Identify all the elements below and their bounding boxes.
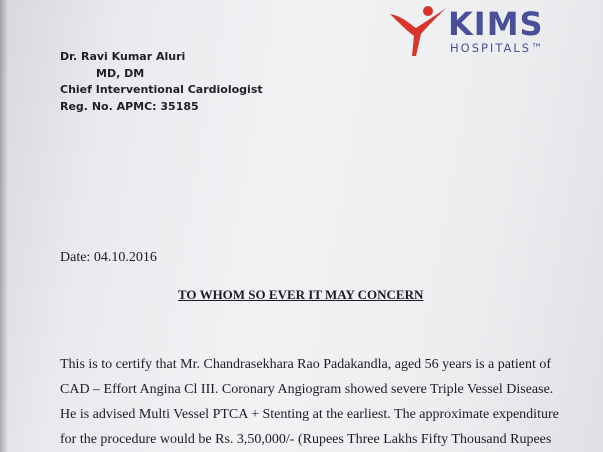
kims-logo bbox=[388, 2, 593, 62]
body-line: CAD – Effort Angina Cl III. Coronary Angiogram showed severe Triple Vessel Disease. bbox=[60, 382, 554, 397]
doctor-degrees: MD, DM bbox=[96, 66, 145, 80]
kims-figure-icon bbox=[388, 2, 448, 60]
doctor-name: Dr. Ravi Kumar Aluri bbox=[60, 50, 186, 63]
logo-wordmark: KIMS bbox=[448, 5, 544, 43]
body-line: This is to certify that Mr. Chandrasekhara Rao Padakandla, aged 56 years is a patient of bbox=[60, 357, 552, 372]
body-line: for the procedure would be Rs. 3,50,000/- (Rupees Three Lakhs Fifty Thousand Rupees bbox=[60, 432, 552, 447]
body-line: He is advised Multi Vessel PTCA + Stenting at the earliest. The approximate expenditure bbox=[60, 407, 559, 422]
letter-date: Date: 04.10.2016 bbox=[60, 250, 157, 265]
doctor-info bbox=[60, 49, 263, 115]
page-edge-shadow bbox=[0, 0, 8, 452]
logo-subtitle: HOSPITALS™ bbox=[450, 41, 545, 55]
doctor-title: Chief Interventional Cardiologist bbox=[60, 83, 263, 96]
doctor-registration: Reg. No. APMC: 35185 bbox=[60, 99, 199, 113]
letter-heading: TO WHOM SO EVER IT MAY CONCERN bbox=[178, 287, 424, 302]
